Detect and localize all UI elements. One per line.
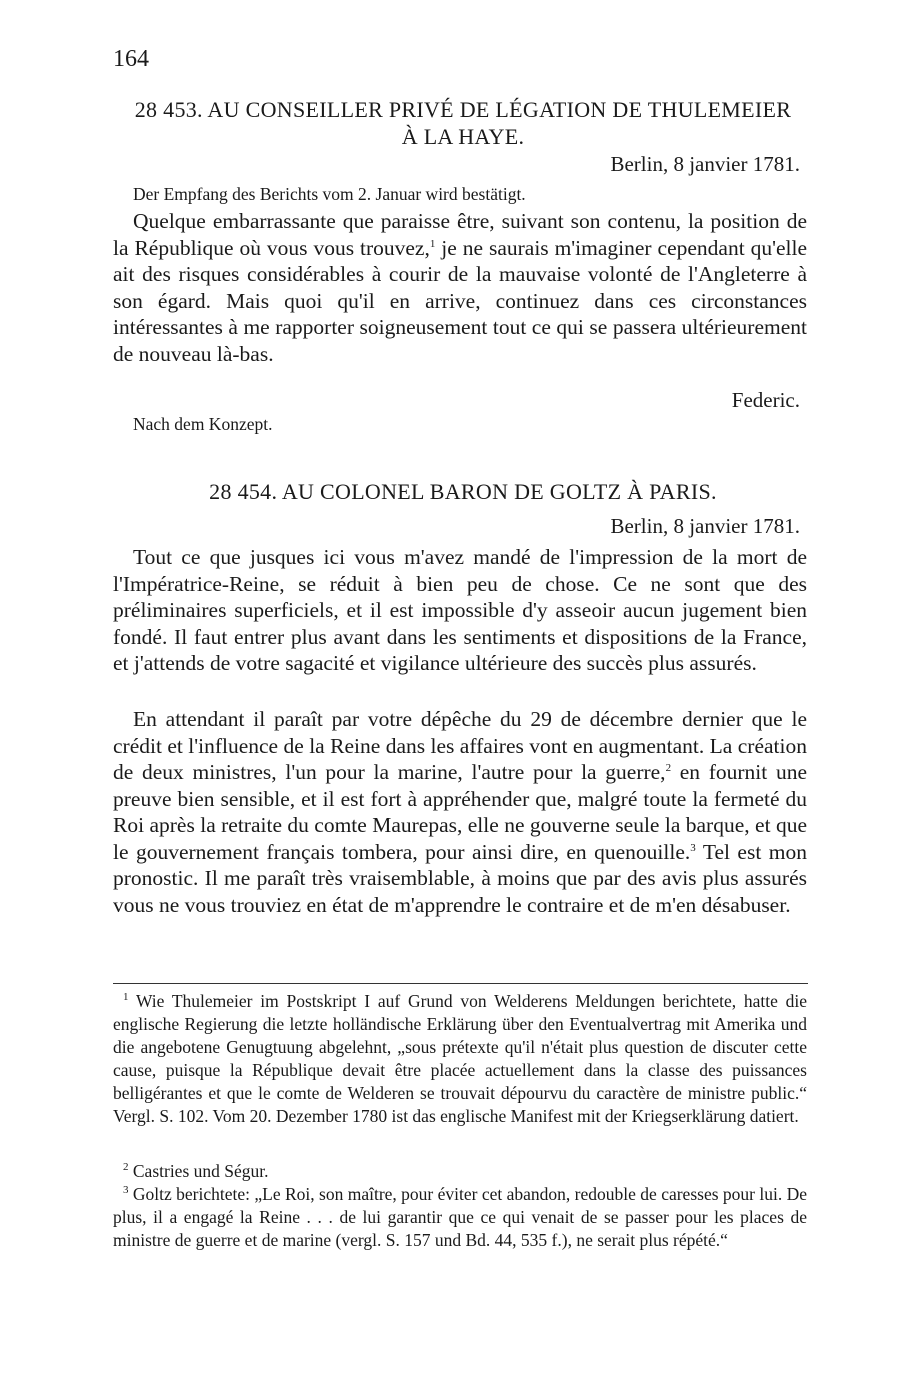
- body-text: je ne saurais m'imaginer cependant qu'elle ait des risques considérables à courir de la mauvaise volonté de l'Angleterre à son égard. Mais quoi qu'il en arrive, continuez dans ces circonstances intéressantes à me rapporter soigneusement tout ce qui se passera ultérieurement de nouveau là-bas.: [113, 235, 807, 366]
- body-text: Tel est mon pronostic. Il me paraît très vraisemblable, à moins que par des avis plus assurés vous ne vous trouviez en état de m'apprendre le contraire et de m'en désabuser.: [113, 839, 807, 917]
- footnote-reference: 3: [690, 841, 696, 854]
- footnote: [113, 990, 807, 1128]
- footnote-text: Wie Thulemeier im Postskript I auf Grund von Welderens Meldungen berichtete, hatte die englische Regierung die letzte holländische Erklärung über den Eventualvertrag mit Amerika und die angebotene Genugtuung abgelehnt, „sous prétexte qu'il n'était plus question de discuter cette cause, puisque la République devait être placée actuellement dans la classe des puissances belligérantes et que le comte de Welderen se trouvait dépourvu du caractère de ministre public.“ Vergl. S. 102. Vom 20. Dezember 1780 ist das englische Manifest mit der Kriegserklärung datiert.: [113, 991, 807, 1126]
- footnote-marker: 2: [123, 1161, 129, 1174]
- letter-heading-line1: 28 453. AU CONSEILLER PRIVÉ DE LÉGATION DE THULEMEIER: [134, 97, 792, 122]
- letter-body-paragraph: [113, 706, 807, 918]
- letter-summary: Der Empfang des Berichts vom 2. Januar wird bestätigt.: [133, 184, 526, 204]
- letter-body-paragraph: Tout ce que jusques ici vous m'avez mandé de l'impression de la mort de l'Impératrice-Reine, se réduit à bien peu de chose. Ce ne sont que des préliminaires superficiels, et il est impossible d'y asseoir aucun jugement bien fondé. Il faut entrer plus avant dans les sentiments et dispositions de la France, et j'attends de votre sagacité et vigilance ultérieure des succès plus assurés.: [113, 545, 807, 675]
- signature: Federic.: [731, 388, 800, 412]
- letter-dateline: Berlin, 8 janvier 1781.: [610, 152, 800, 176]
- footnote-reference: 2: [665, 761, 672, 774]
- body-text: en fournit une preuve bien sensible, et il est fort à appréhender que, malgré toute la fermeté du Roi après la retraite du comte Maurepas, elle ne gouverne seule la barque, et que le gouvernement français tombera, pour ainsi dire, en quenouille.: [113, 760, 807, 864]
- footnote-marker: 1: [123, 991, 129, 1004]
- footnote: [113, 1183, 807, 1252]
- footnote-text: Castries und Ségur.: [132, 1161, 269, 1181]
- footnote-reference: 1: [429, 237, 436, 250]
- page-number: 164: [113, 46, 149, 72]
- footnote: [113, 1160, 807, 1183]
- letter-heading-line2: À LA HAYE.: [401, 124, 525, 149]
- letter-body-paragraph: [113, 208, 807, 367]
- body-text: Quelque embarrassante que paraisse être, suivant son contenu, la position de la République où vous vous trouvez,: [113, 209, 807, 260]
- source-note: Nach dem Konzept.: [133, 414, 273, 434]
- letter-dateline: Berlin, 8 janvier 1781.: [610, 514, 800, 538]
- footnote-marker: 3: [123, 1184, 129, 1197]
- footnote-divider: [113, 983, 808, 984]
- footnote-text: Goltz berichtete: „Le Roi, son maître, pour éviter cet abandon, redouble de caresses pour lui. De plus, il a engagé la Reine . . . de lui garantir que ce qui venait de se passer pour les places de ministre de guerre et de marine (vergl. S. 157 und Bd. 44, 535 f.), ne serait plus répété.“: [113, 1184, 807, 1250]
- letter-heading: 28 454. AU COLONEL BARON DE GOLTZ À PARIS.: [209, 479, 717, 504]
- body-text: En attendant il paraît par votre dépêche du 29 de décembre dernier que le crédit et l'influence de la Reine dans les affaires vont en augmentant. La création de deux ministres, l'un pour la marine, l'autre pour la guerre,: [113, 707, 807, 784]
